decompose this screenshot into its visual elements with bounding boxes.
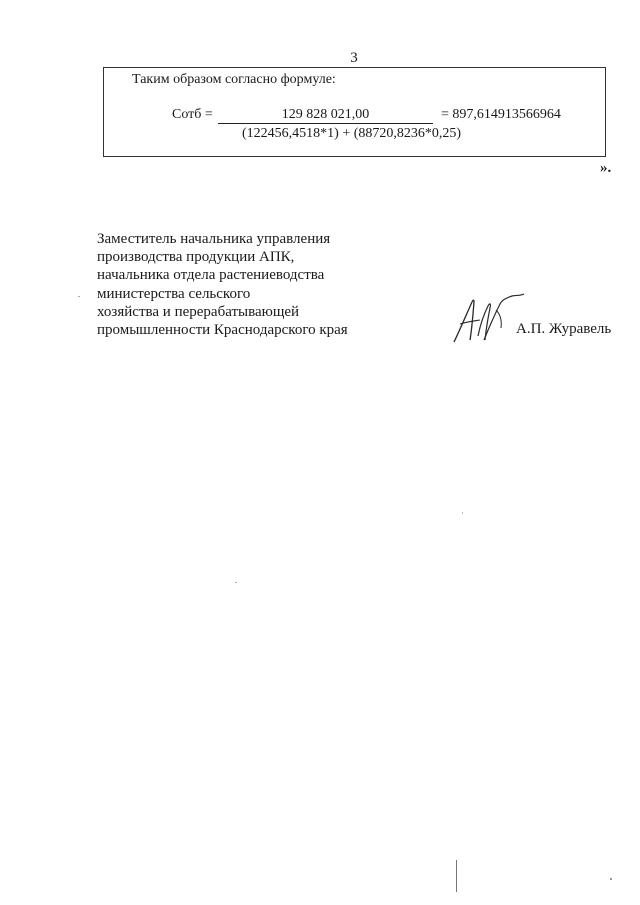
formula-denominator: (122456,4518*1) + (88720,8236*0,25) — [242, 126, 462, 141]
signatory-line: промышленности Краснодарского края — [97, 322, 348, 339]
scan-speck — [78, 296, 80, 297]
formula-result: = 897,614913566964 — [441, 107, 561, 122]
formula-label: Сотб = — [172, 107, 213, 122]
scan-speck — [235, 582, 237, 583]
signatory-block — [97, 230, 348, 339]
page-number: 3 — [350, 50, 358, 66]
signatory-line: Заместитель начальника управления — [97, 231, 331, 247]
formula-numerator: 129 828 021,00 — [281, 107, 370, 122]
fraction-line — [218, 123, 433, 124]
signatory-line: начальника отдела растениеводства — [97, 267, 325, 284]
formula-box — [103, 67, 606, 157]
formula-intro: Таким образом согласно формуле: — [132, 72, 336, 87]
signatory-line: хозяйства и перерабатывающей — [97, 303, 300, 320]
scan-speck — [462, 512, 463, 514]
signatory-line: министерства сельского — [97, 285, 251, 302]
scan-speck — [610, 878, 612, 880]
scan-artifact — [456, 860, 457, 892]
closing-quote: ». — [600, 160, 612, 176]
handwritten-signature — [446, 290, 526, 355]
signatory-line: производства продукции АПК, — [97, 249, 295, 266]
signer-name: А.П. Журавель — [516, 321, 612, 337]
